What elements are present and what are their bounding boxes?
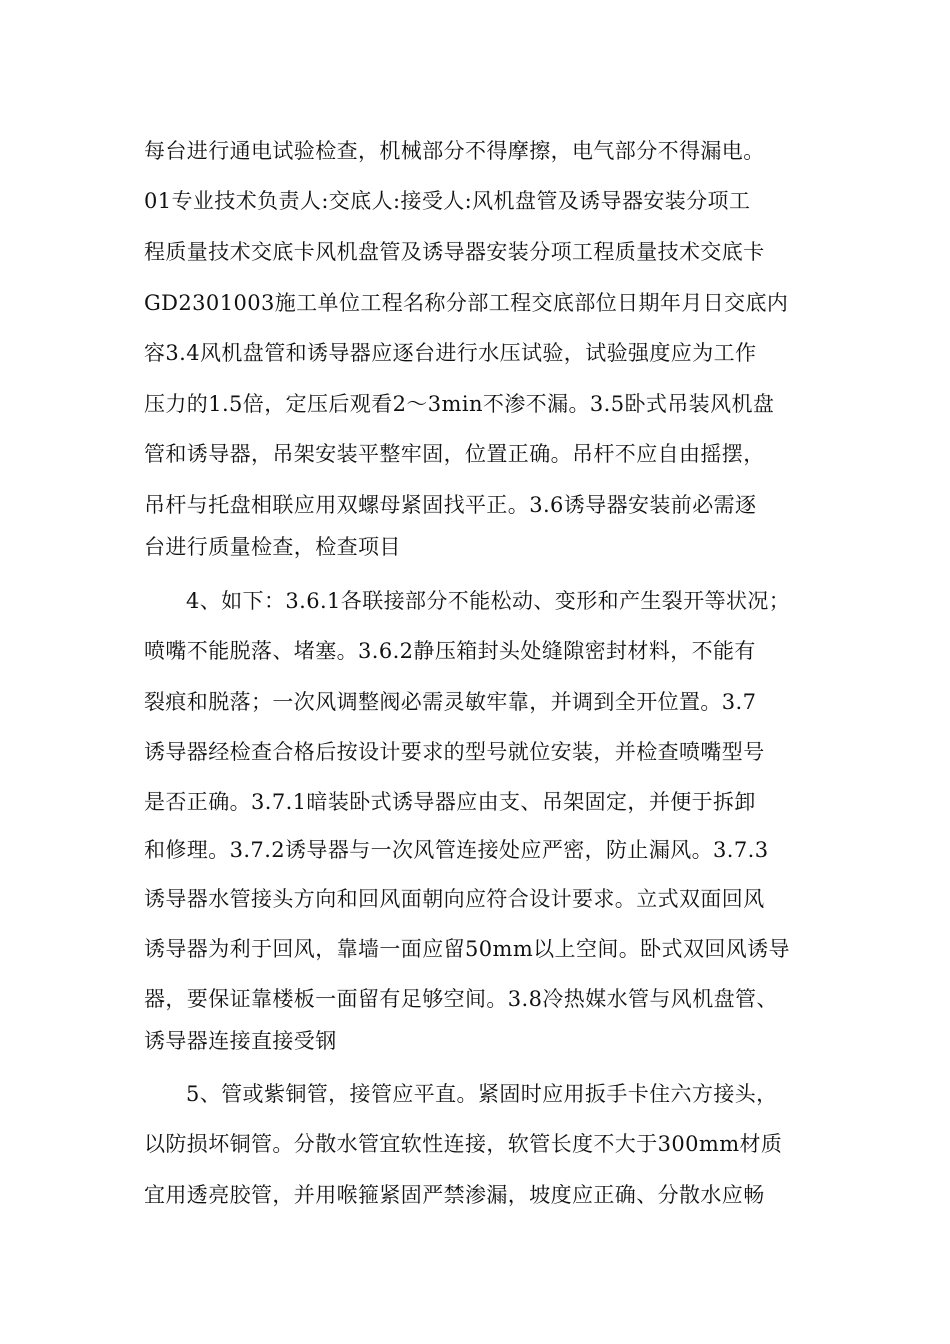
text-line: 压力的1.5倍，定压后观看2～3min不渗不漏。3.5卧式吊装风机盘 [144, 392, 775, 416]
text-line: 诱导器经检查合格后按设计要求的型号就位安装，并检查喷嘴型号 [144, 740, 765, 764]
paragraph-first-line: 4、如下：3.6.1各联接部分不能松动、变形和产生裂开等状况； [186, 589, 791, 613]
text-line: GD2301003施工单位工程名称分部工程交底部位日期年月日交底内 [144, 291, 789, 315]
text-line: 程质量技术交底卡风机盘管及诱导器安装分项工程质量技术交底卡 [144, 240, 765, 264]
text-line: 台进行质量检查，检查项目 [144, 535, 401, 559]
text-line: 是否正确。3.7.1暗装卧式诱导器应由支、吊架固定，并便于拆卸 [144, 790, 756, 814]
text-line: 01专业技术负责人:交底人:接受人:风机盘管及诱导器安装分项工 [144, 189, 751, 213]
text-line: 以防损坏铜管。分散水管宜软性连接，软管长度不大于300mm材质 [144, 1132, 783, 1156]
text-line: 裂痕和脱落；一次风调整阀必需灵敏牢靠，并调到全开位置。3.7 [144, 690, 757, 714]
text-line: 和修理。3.7.2诱导器与一次风管连接处应严密，防止漏风。3.7.3 [144, 838, 769, 862]
text-line: 吊杆与托盘相联应用双螺母紧固找平正。3.6诱导器安装前必需逐 [144, 493, 757, 517]
text-line: 诱导器水管接头方向和回风面朝向应符合设计要求。立式双面回风 [144, 887, 765, 911]
text-line: 管和诱导器，吊架安装平整牢固，位置正确。吊杆不应自由摇摆， [144, 442, 765, 466]
text-line: 宜用透亮胶管，并用喉箍紧固严禁渗漏，坡度应正确、分散水应畅 [144, 1183, 765, 1207]
text-line: 喷嘴不能脱落、堵塞。3.6.2静压箱封头处缝隙密封材料，不能有 [144, 639, 756, 663]
text-line: 诱导器为利于回风，靠墙一面应留50mm以上空间。卧式双回风诱导 [144, 937, 790, 961]
text-line: 容3.4风机盘管和诱导器应逐台进行水压试验，试验强度应为工作 [144, 341, 757, 365]
paragraph-first-line: 5、管或紫铜管，接管应平直。紧固时应用扳手卡住六方接头， [186, 1082, 778, 1106]
text-line: 器，要保证靠楼板一面留有足够空间。3.8冷热媒水管与风机盘管、 [144, 987, 778, 1011]
text-line: 每台进行通电试验检查，机械部分不得摩擦，电气部分不得漏电。 [144, 139, 765, 163]
text-line: 诱导器连接直接受钢 [144, 1029, 337, 1053]
